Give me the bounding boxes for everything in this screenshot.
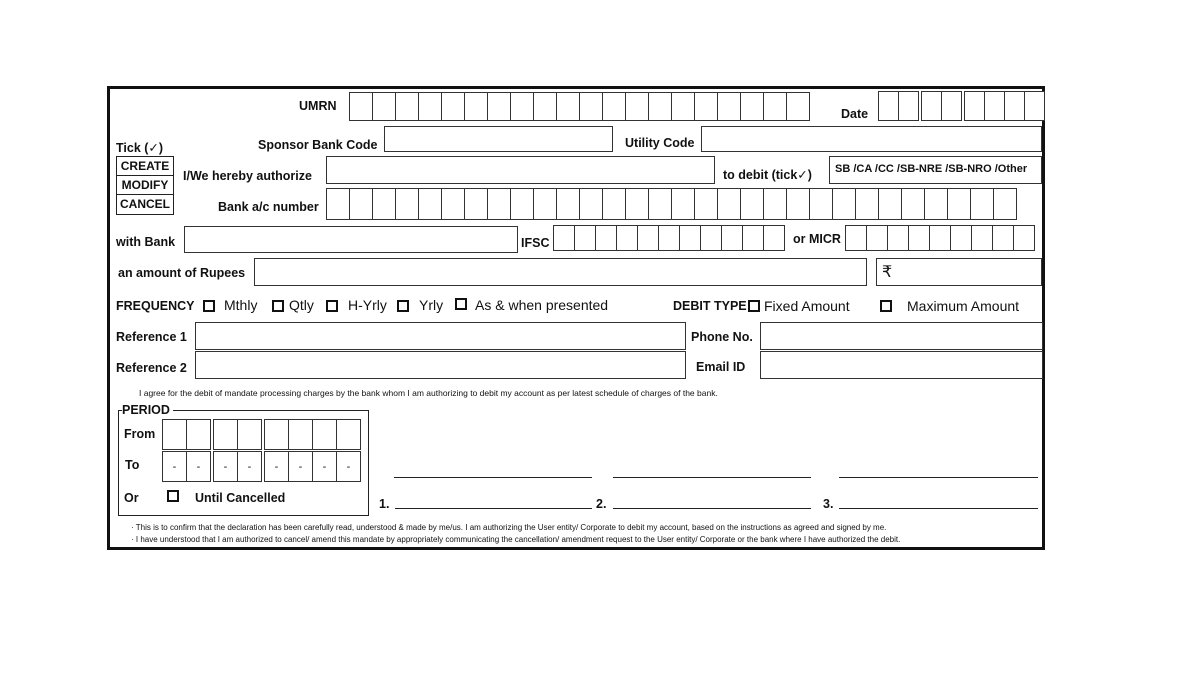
bank-account-label: Bank a/c number <box>218 200 319 214</box>
digit-cell[interactable]: - <box>312 451 337 482</box>
digit-cell[interactable] <box>648 188 672 220</box>
digit-cell[interactable]: - <box>264 451 289 482</box>
digit-cell[interactable] <box>786 92 810 121</box>
digit-cell[interactable] <box>679 225 701 251</box>
authorize-label: I/We hereby authorize <box>183 169 312 183</box>
digit-cell[interactable] <box>671 188 695 220</box>
sponsor-bank-code-field[interactable] <box>384 126 613 152</box>
digit-cell[interactable] <box>574 225 596 251</box>
period-label: PERIOD <box>122 403 173 417</box>
until-cancelled-label: Until Cancelled <box>195 491 286 505</box>
digit-cell[interactable] <box>763 225 785 251</box>
digit-cell[interactable] <box>595 225 617 251</box>
period-to-date-field[interactable] <box>162 451 360 482</box>
digit-cell[interactable] <box>694 188 718 220</box>
digit-cell[interactable] <box>510 188 534 220</box>
debit-fixed-amount-checkbox[interactable] <box>748 300 760 312</box>
digit-cell[interactable] <box>464 92 488 121</box>
frequency-monthly-checkbox[interactable] <box>203 300 215 312</box>
digit-cell[interactable] <box>372 92 396 121</box>
digit-cell[interactable] <box>908 225 930 251</box>
digit-cell[interactable] <box>941 91 962 121</box>
action-create[interactable]: CREATE <box>117 157 173 176</box>
digit-cell[interactable] <box>964 91 985 121</box>
digit-cell[interactable] <box>625 188 649 220</box>
amount-in-figures-field[interactable] <box>876 258 1042 286</box>
micr-label: or MICR <box>793 232 841 246</box>
name-line-3[interactable] <box>839 508 1038 509</box>
rupee-icon: ₹ <box>882 264 893 281</box>
frequency-yearly-checkbox[interactable] <box>397 300 409 312</box>
digit-cell[interactable] <box>395 188 419 220</box>
digit-cell[interactable] <box>887 225 909 251</box>
footnote-cancellation: · I have understood that I am authorized to cancel/ amend this mandate by appropriately communicating the cancellation/ amendment request to the User entity/ Corporate or the bank where I have authorized the debit. <box>131 535 901 544</box>
tick-label: Tick (✓) <box>116 141 164 155</box>
digit-cell[interactable] <box>533 188 557 220</box>
digit-cell[interactable] <box>950 225 972 251</box>
reference2-label: Reference 2 <box>116 361 187 375</box>
footnote-declaration: · This is to confirm that the declaration has been carefully read, understood & made by me/us. I am authorizing the User entity/ Corporate to debit my account, based on the instructions as agreed and signed by me. <box>131 523 887 532</box>
debit-maximum-amount-label: Maximum Amount <box>907 298 1020 314</box>
frequency-as-presented-label: As & when presented <box>475 297 609 313</box>
digit-cell[interactable] <box>993 188 1017 220</box>
digit-cell[interactable] <box>288 419 313 450</box>
digit-cell[interactable] <box>924 188 948 220</box>
agreement-text: I agree for the debit of mandate processing charges by the bank whom I am authorizing to debit my account as per latest schedule of charges of the bank. <box>139 388 718 398</box>
digit-cell[interactable] <box>464 188 488 220</box>
frequency-monthly-label: Mthly <box>224 297 258 313</box>
email-field[interactable] <box>760 351 1043 379</box>
digit-cell[interactable] <box>901 188 925 220</box>
signature-line-1[interactable] <box>394 477 592 478</box>
digit-cell[interactable] <box>556 92 580 121</box>
digit-cell[interactable] <box>763 92 787 121</box>
frequency-as-presented-checkbox[interactable] <box>455 298 467 310</box>
amount-in-words-field[interactable] <box>254 258 867 286</box>
digit-cell[interactable] <box>921 91 942 121</box>
digit-cell[interactable]: - <box>213 451 238 482</box>
digit-cell[interactable] <box>971 225 993 251</box>
digit-cell[interactable]: - <box>237 451 262 482</box>
frequency-label: FREQUENCY <box>116 299 195 313</box>
bank-account-number-field[interactable] <box>326 188 1016 220</box>
digit-cell[interactable] <box>336 419 361 450</box>
digit-cell[interactable] <box>349 188 373 220</box>
digit-cell[interactable] <box>947 188 971 220</box>
digit-cell[interactable] <box>763 188 787 220</box>
period-from-date-field[interactable] <box>162 419 360 450</box>
digit-cell[interactable] <box>556 188 580 220</box>
reference2-field[interactable] <box>195 351 686 379</box>
digit-cell[interactable] <box>510 92 534 121</box>
digit-cell[interactable] <box>658 225 680 251</box>
to-label: To <box>125 458 140 472</box>
frequency-half-yearly-label: H-Yrly <box>348 297 387 313</box>
digit-cell[interactable] <box>213 419 238 450</box>
from-label: From <box>124 427 156 441</box>
digit-cell[interactable] <box>717 188 741 220</box>
digit-cell[interactable] <box>553 225 575 251</box>
digit-cell[interactable] <box>162 419 187 450</box>
umrn-field[interactable] <box>349 92 809 121</box>
digit-cell[interactable] <box>579 92 603 121</box>
digit-cell[interactable] <box>602 92 626 121</box>
umrn-label: UMRN <box>299 99 337 113</box>
digit-cell[interactable] <box>866 225 888 251</box>
digit-cell[interactable] <box>878 188 902 220</box>
digit-cell[interactable] <box>740 188 764 220</box>
frequency-half-yearly-checkbox[interactable] <box>326 300 338 312</box>
date-field[interactable] <box>878 91 1044 121</box>
digit-cell[interactable] <box>970 188 994 220</box>
digit-cell[interactable] <box>312 419 337 450</box>
action-cancel[interactable]: CANCEL <box>120 197 170 211</box>
digit-cell[interactable] <box>984 91 1005 121</box>
digit-cell[interactable]: - <box>336 451 361 482</box>
reference1-field[interactable] <box>195 322 686 350</box>
digit-cell[interactable] <box>992 225 1014 251</box>
until-cancelled-checkbox[interactable] <box>167 490 179 502</box>
digit-cell[interactable] <box>441 92 465 121</box>
debit-type-label: DEBIT TYPE <box>673 299 747 313</box>
signature-line-3[interactable] <box>839 477 1038 478</box>
digit-cell[interactable]: - <box>186 451 211 482</box>
email-label: Email ID <box>696 360 746 374</box>
bank-name-field[interactable] <box>184 226 518 253</box>
digit-cell[interactable] <box>349 92 373 121</box>
frequency-quarterly-label: Qtly <box>289 297 314 313</box>
digit-cell[interactable] <box>1004 91 1025 121</box>
digit-cell[interactable] <box>487 92 511 121</box>
digit-cell[interactable] <box>671 92 695 121</box>
frequency-quarterly-checkbox[interactable] <box>272 300 284 312</box>
digit-cell[interactable] <box>418 188 442 220</box>
digit-cell[interactable] <box>186 419 211 450</box>
date-label: Date <box>841 107 869 121</box>
name-line-1[interactable] <box>395 508 592 509</box>
digit-cell[interactable] <box>616 225 638 251</box>
digit-cell[interactable] <box>721 225 743 251</box>
digit-cell[interactable]: - <box>162 451 187 482</box>
digit-cell[interactable] <box>845 225 867 251</box>
with-bank-label: with Bank <box>116 235 176 249</box>
digit-cell[interactable] <box>441 188 465 220</box>
to-debit-label: to debit (tick✓) <box>723 168 812 182</box>
debit-maximum-amount-checkbox[interactable] <box>880 300 892 312</box>
digit-cell[interactable] <box>1024 91 1045 121</box>
digit-cell[interactable] <box>395 92 419 121</box>
name-line-2[interactable] <box>613 508 811 509</box>
digit-cell[interactable] <box>533 92 557 121</box>
digit-cell[interactable] <box>786 188 810 220</box>
digit-cell[interactable] <box>717 92 741 121</box>
digit-cell[interactable] <box>326 188 350 220</box>
digit-cell[interactable] <box>625 92 649 121</box>
authorize-name-field[interactable] <box>326 156 715 184</box>
signature-line-2[interactable] <box>613 477 811 478</box>
debit-fixed-amount-label: Fixed Amount <box>764 298 850 314</box>
action-options <box>116 156 174 215</box>
digit-cell[interactable] <box>832 188 856 220</box>
utility-code-field[interactable] <box>701 126 1042 152</box>
account-type-options[interactable]: SB /CA /CC /SB-NRE /SB-NRO /Other <box>829 156 1042 184</box>
digit-cell[interactable] <box>898 91 919 121</box>
ifsc-field[interactable] <box>553 225 784 251</box>
digit-cell[interactable] <box>1013 225 1035 251</box>
digit-cell[interactable]: - <box>288 451 313 482</box>
digit-cell[interactable] <box>809 188 833 220</box>
digit-cell[interactable] <box>264 419 289 450</box>
signatory-3-number: 3. <box>823 497 834 511</box>
digit-cell[interactable] <box>637 225 659 251</box>
signatory-1-number: 1. <box>379 497 390 511</box>
utility-code-label: Utility Code <box>625 136 695 150</box>
digit-cell[interactable] <box>237 419 262 450</box>
reference1-label: Reference 1 <box>116 330 187 344</box>
phone-label: Phone No. <box>691 330 753 344</box>
digit-cell[interactable] <box>418 92 442 121</box>
or-label: Or <box>124 491 139 505</box>
action-modify[interactable]: MODIFY <box>117 176 173 195</box>
digit-cell[interactable] <box>929 225 951 251</box>
digit-cell[interactable] <box>648 92 672 121</box>
amount-words-label: an amount of Rupees <box>118 266 246 280</box>
digit-cell[interactable] <box>694 92 718 121</box>
sponsor-bank-code-label: Sponsor Bank Code <box>258 138 378 152</box>
digit-cell[interactable] <box>740 92 764 121</box>
signatory-2-number: 2. <box>596 497 607 511</box>
frequency-yearly-label: Yrly <box>419 297 444 313</box>
ifsc-label: IFSC <box>521 236 550 250</box>
digit-cell[interactable] <box>878 91 899 121</box>
digit-cell[interactable] <box>579 188 603 220</box>
phone-field[interactable] <box>760 322 1043 350</box>
micr-field[interactable] <box>845 225 1034 251</box>
digit-cell[interactable] <box>602 188 626 220</box>
digit-cell[interactable] <box>855 188 879 220</box>
digit-cell[interactable] <box>742 225 764 251</box>
digit-cell[interactable] <box>372 188 396 220</box>
digit-cell[interactable] <box>487 188 511 220</box>
digit-cell[interactable] <box>700 225 722 251</box>
